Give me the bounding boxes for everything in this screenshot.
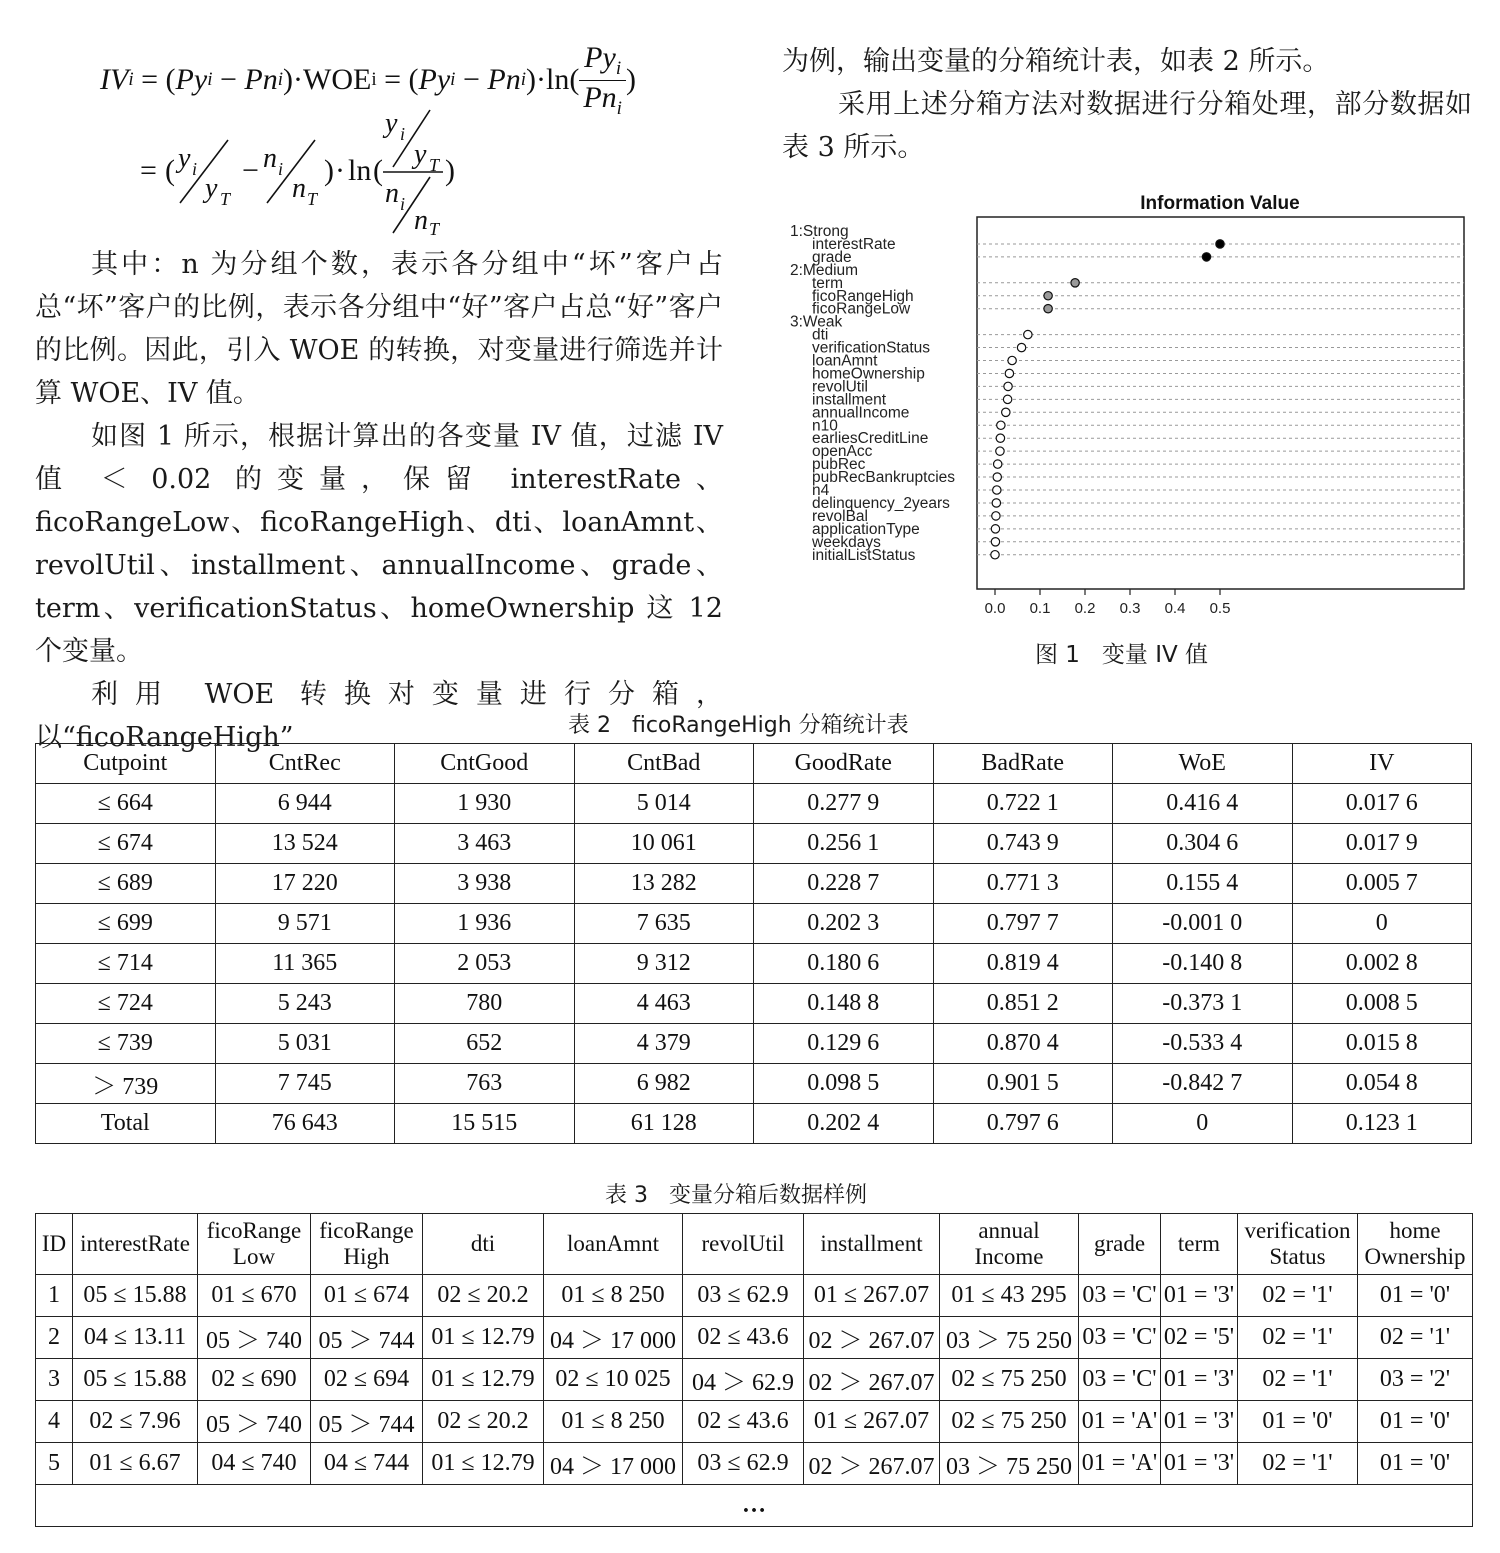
table3-cell: 03 = '2' — [1358, 1359, 1473, 1401]
table3-header-line: home — [1389, 1218, 1441, 1243]
table2-cell: -0.373 1 — [1113, 984, 1293, 1024]
table2-cell: 5 014 — [574, 784, 754, 824]
table3-ellipsis: … — [36, 1485, 1473, 1527]
table2-cell: 0.148 8 — [754, 984, 934, 1024]
table3-caption: 表 3 变量分箱后数据样例 — [605, 1183, 867, 1208]
iv-point — [1024, 330, 1032, 338]
svg-text:·: · — [335, 154, 345, 187]
table2-header-cell: CntRec — [215, 744, 395, 784]
iv-point — [1202, 253, 1210, 261]
table3-cell: 01 ≤ 8 250 — [544, 1275, 683, 1317]
right-column — [782, 40, 1472, 169]
svg-text:n: n — [292, 173, 306, 204]
iv-point — [996, 447, 1004, 455]
table3-cell: 02 ＞ 267.07 — [804, 1443, 940, 1485]
table3-row — [36, 1275, 1473, 1317]
table2-row — [36, 824, 1472, 864]
table2-cell: 4 379 — [574, 1024, 754, 1064]
iv-point — [992, 512, 1000, 520]
table2-header-cell: CntBad — [574, 744, 754, 784]
variable-label: earliesCreditLine — [812, 430, 929, 448]
iv-point — [991, 538, 999, 546]
table3-cell: 01 = '0' — [1358, 1443, 1473, 1485]
variable-label: openAcc — [812, 443, 873, 461]
table3-cell: 05 ＞ 744 — [311, 1317, 423, 1359]
table2-header-cell: Cutpoint — [36, 744, 216, 784]
table2-cell: 0.256 1 — [754, 824, 934, 864]
variable-label: interestRate — [812, 235, 896, 253]
iv-point — [993, 473, 1001, 481]
table3-cell: 02 ≤ 20.2 — [423, 1275, 544, 1317]
table2-header-cell: GoodRate — [754, 744, 934, 784]
table3-cell: 03 ＞ 75 250 — [940, 1317, 1079, 1359]
variable-label: annualIncome — [812, 404, 910, 422]
x-tick-label: 0.3 — [1119, 600, 1141, 617]
table2-cell: 1 930 — [395, 784, 575, 824]
table2-cell: 6 944 — [215, 784, 395, 824]
iv-point — [1071, 279, 1079, 287]
variable-label: dti — [812, 326, 829, 344]
table3-cell: 05 ＞ 740 — [198, 1317, 311, 1359]
left-column — [35, 243, 723, 759]
iv-point — [993, 486, 1001, 494]
chart-title: Information Value — [1140, 193, 1300, 214]
table3-cell: 01 = '3' — [1161, 1359, 1238, 1401]
table2-cell: ＞ 739 — [36, 1064, 216, 1104]
paragraph-iv-filter: 如图 1 所示，根据计算出的各变量 IV 值，过滤 IV 值 ＜ 0.02 的变量，保留 interestRate、ficoRangeLow、ficoRangeHigh、dti、loanAmnt、revolUtil、installment、annualIncome、grade、term、verificationStatus、homeOwnership 这 12 个变量。 — [35, 421, 723, 667]
table3-cell: 01 ≤ 267.07 — [804, 1401, 940, 1443]
table3-header-line: grade — [1093, 1231, 1146, 1256]
table3-cell: 01 ≤ 8 250 — [544, 1401, 683, 1443]
table3-header-line: High — [343, 1244, 390, 1269]
table2-cell: 0.771 3 — [933, 864, 1113, 904]
svg-text:=: = — [140, 154, 157, 187]
svg-text:i: i — [192, 159, 198, 179]
table3-header-cell — [1079, 1214, 1161, 1275]
table2-cell: 9 312 — [574, 944, 754, 984]
table2-cell: 0.015 8 — [1292, 1024, 1472, 1064]
x-tick-label: 0.2 — [1074, 600, 1096, 617]
table2-cell: 7 635 — [574, 904, 754, 944]
variable-label: loanAmnt — [812, 352, 878, 370]
table3-header-line: interestRate — [80, 1231, 190, 1256]
iv-point — [991, 525, 999, 533]
table3-cell: 02 ≤ 75 250 — [940, 1359, 1079, 1401]
table2-cell: 5 243 — [215, 984, 395, 1024]
variable-label: grade — [812, 248, 852, 266]
table3-header-cell — [544, 1214, 683, 1275]
table3-header-line: Income — [974, 1244, 1044, 1269]
table3-cell: 01 ≤ 267.07 — [804, 1275, 940, 1317]
table3-cell: 03 ≤ 62.9 — [683, 1275, 804, 1317]
svg-text:T: T — [429, 219, 440, 235]
group-label: 2:Medium — [790, 261, 859, 279]
iv-point — [1216, 240, 1224, 248]
table2-cell: Total — [36, 1104, 216, 1144]
table2-cell: -0.001 0 — [1113, 904, 1293, 944]
table3-row — [36, 1401, 1473, 1443]
table3-cell: 02 ≤ 43.6 — [683, 1317, 804, 1359]
table3-cell: 01 ≤ 674 — [311, 1275, 423, 1317]
table2-cell: 1 936 — [395, 904, 575, 944]
table3-cell: 02 = '1' — [1238, 1317, 1358, 1359]
table3-cell: 03 ≤ 62.9 — [683, 1443, 804, 1485]
table2-cell: ≤ 689 — [36, 864, 216, 904]
table2-cell: -0.140 8 — [1113, 944, 1293, 984]
table3-header-line: dti — [470, 1231, 496, 1256]
table2-row — [36, 944, 1472, 984]
table2-cell: 15 515 — [395, 1104, 575, 1144]
table2-cell: 0.819 4 — [933, 944, 1113, 984]
paragraph-binning-intro: 利用 WOE 转换对变量进行分箱，以“ficoRangeHigh” — [35, 679, 723, 753]
table2-row — [36, 864, 1472, 904]
table2-row — [36, 784, 1472, 824]
table3-header-cell — [73, 1214, 198, 1275]
table3-header-line: loanAmnt — [567, 1231, 659, 1256]
variable-label: verificationStatus — [812, 339, 931, 357]
table3-cell: 05 ＞ 744 — [311, 1401, 423, 1443]
table3-cell: 02 = '1' — [1238, 1275, 1358, 1317]
table2-cell: 76 643 — [215, 1104, 395, 1144]
table2-header-cell: WoE — [1113, 744, 1293, 784]
variable-label: installment — [812, 391, 887, 409]
table3-cell: 1 — [36, 1275, 73, 1317]
table2-cell: 0 — [1113, 1104, 1293, 1144]
variable-label: ficoRangeLow — [812, 300, 911, 318]
table2-cell: 0.277 9 — [754, 784, 934, 824]
iv-point — [1044, 305, 1052, 313]
table2-cell: 0.180 6 — [754, 944, 934, 984]
table3-header-line: term — [1177, 1231, 1221, 1256]
table3-header-line: Low — [232, 1244, 276, 1269]
table3-cell: 02 ≤ 75 250 — [940, 1401, 1079, 1443]
table3-cell: 02 = '5' — [1161, 1317, 1238, 1359]
variable-label: homeOwnership — [812, 365, 925, 383]
table3-cell: 4 — [36, 1401, 73, 1443]
iv-point — [996, 434, 1004, 442]
table3-cell: 02 ≤ 43.6 — [683, 1401, 804, 1443]
table3-cell: 03 = 'C' — [1079, 1275, 1161, 1317]
table2-cell: -0.533 4 — [1113, 1024, 1293, 1064]
table2-cell: -0.842 7 — [1113, 1064, 1293, 1104]
table3-cell: 01 ≤ 12.79 — [423, 1443, 544, 1485]
table3-header-line: revolUtil — [701, 1231, 785, 1256]
table3-cell: 03 = 'C' — [1079, 1317, 1161, 1359]
iv-point — [991, 551, 999, 559]
iv-formula-line1: IV i = ( P y i − P n i ) · WOE i = ( P y i − P n i ) · ln ( $\frac{Py_i}{Pn_i}$ ) — [100, 40, 636, 119]
table2-cell: 0.870 4 — [933, 1024, 1113, 1064]
table3-cell: 05 ＞ 740 — [198, 1401, 311, 1443]
table3-cell: 04 ＞ 17 000 — [544, 1317, 683, 1359]
table2-cell: 0.228 7 — [754, 864, 934, 904]
table3-header-line: installment — [820, 1231, 923, 1256]
iv-point — [1005, 369, 1013, 377]
variable-label: applicationType — [812, 520, 920, 538]
figure-caption: 图 1 变量 IV 值 — [1035, 642, 1209, 668]
svg-text:−: − — [242, 154, 259, 187]
svg-text:ln: ln — [348, 154, 372, 187]
plot-frame — [977, 217, 1464, 589]
svg-text:n: n — [385, 178, 399, 209]
table2-row — [36, 1104, 1472, 1144]
table3-header-cell — [423, 1214, 544, 1275]
table3-cell: 04 ＞ 62.9 — [683, 1359, 804, 1401]
paragraph-table3-reference: 采用上述分箱方法对数据进行分箱处理，部分数据如表 3 所示。 — [782, 89, 1472, 163]
svg-text:y: y — [178, 143, 191, 174]
iv-point — [994, 460, 1002, 468]
table3-header-line: ID — [41, 1231, 67, 1256]
table3-cell: 2 — [36, 1317, 73, 1359]
table3-row — [36, 1359, 1473, 1401]
table2-cell: 0.304 6 — [1113, 824, 1293, 864]
table2-cell: 3 938 — [395, 864, 575, 904]
svg-text:y: y — [414, 139, 427, 170]
paragraph-woe-explanation: 其中：n 为分组个数，表示各分组中“坏”客户占总“坏”客户的比例，表示各分组中“好”客户占总“好”客户的比例。因此，引入 WOE 的转换，对变量进行筛选并计算 WOE、IV 值。 — [35, 249, 723, 409]
table2-cell: 5 031 — [215, 1024, 395, 1064]
x-tick-label: 0.0 — [984, 600, 1006, 617]
table3-cell: 3 — [36, 1359, 73, 1401]
table2-cell: 0.017 9 — [1292, 824, 1472, 864]
svg-text:i: i — [400, 194, 406, 214]
svg-text:i: i — [278, 159, 284, 179]
table3-cell: 02 ≤ 7.96 — [73, 1401, 198, 1443]
table3-header-line: annual — [978, 1218, 1040, 1243]
table3-header-cell — [1238, 1214, 1358, 1275]
table2-header-cell: BadRate — [933, 744, 1113, 784]
table3-cell: 01 = '0' — [1358, 1275, 1473, 1317]
table3-cell: 04 ≤ 13.11 — [73, 1317, 198, 1359]
iv-point — [1017, 343, 1025, 351]
table3-ellipsis-row — [36, 1485, 1473, 1527]
table3-cell: 04 ≤ 740 — [198, 1443, 311, 1485]
table2-cell: 7 745 — [215, 1064, 395, 1104]
variable-label: pubRec — [812, 456, 866, 474]
svg-text:T: T — [429, 155, 440, 175]
iv-point — [1044, 292, 1052, 300]
table3-header-cell — [1161, 1214, 1238, 1275]
table2-cell: 0.797 6 — [933, 1104, 1113, 1144]
x-tick-label: 0.1 — [1029, 600, 1051, 617]
variable-label: pubRecBankruptcies — [812, 469, 956, 487]
table2-binning-stats — [35, 743, 1472, 1144]
x-tick-label: 0.5 — [1209, 600, 1231, 617]
variable-label: term — [812, 274, 843, 292]
table2-cell: 0.851 2 — [933, 984, 1113, 1024]
table2-cell: 61 128 — [574, 1104, 754, 1144]
table3-cell: 02 ≤ 10 025 — [544, 1359, 683, 1401]
table2-row — [36, 1064, 1472, 1104]
table3-cell: 02 = '1' — [1358, 1317, 1473, 1359]
svg-text:y: y — [205, 173, 218, 204]
table2-cell: 780 — [395, 984, 575, 1024]
table2-cell: 0.743 9 — [933, 824, 1113, 864]
table3-cell: 05 ≤ 15.88 — [73, 1275, 198, 1317]
x-tick-label: 0.4 — [1164, 600, 1186, 617]
variable-label: revolBal — [812, 507, 868, 525]
table3-cell: 01 = 'A' — [1079, 1443, 1161, 1485]
table2-cell: 2 053 — [395, 944, 575, 984]
table3-cell: 05 ≤ 15.88 — [73, 1359, 198, 1401]
svg-text:): ) — [445, 154, 455, 187]
table2-cell: 0.005 7 — [1292, 864, 1472, 904]
iv-point — [1003, 395, 1011, 403]
svg-text:T: T — [220, 189, 231, 209]
table3-cell: 01 ≤ 6.67 — [73, 1443, 198, 1485]
table2-cell: 0.722 1 — [933, 784, 1113, 824]
table2-cell: 0 — [1292, 904, 1472, 944]
group-label: 1:Strong — [790, 223, 849, 240]
table3-cell: 01 = 'A' — [1079, 1401, 1161, 1443]
table3-row — [36, 1443, 1473, 1485]
table3-header-line: Ownership — [1364, 1244, 1466, 1269]
table2-cell: 0.008 5 — [1292, 984, 1472, 1024]
table3-cell: 01 = '0' — [1238, 1401, 1358, 1443]
table2-cell: 11 365 — [215, 944, 395, 984]
variable-label: n4 — [812, 482, 830, 499]
iv-point — [1002, 408, 1010, 416]
table2-row — [36, 984, 1472, 1024]
table2-header-cell: IV — [1292, 744, 1472, 784]
table2-cell: 0.797 7 — [933, 904, 1113, 944]
table2-cell: 0.155 4 — [1113, 864, 1293, 904]
table2-cell: 4 463 — [574, 984, 754, 1024]
svg-text:(: ( — [165, 154, 175, 187]
table2-cell: 0.002 8 — [1292, 944, 1472, 984]
table2-cell: 0.054 8 — [1292, 1064, 1472, 1104]
iv-formula-line2 — [130, 105, 490, 235]
iv-point — [1004, 382, 1012, 390]
table2-cell: 10 061 — [574, 824, 754, 864]
py-over-pn-fraction: $\frac{Py_i}{Pn_i}$ — [579, 41, 626, 120]
table3-cell: 5 — [36, 1443, 73, 1485]
table3-cell: 03 = 'C' — [1079, 1359, 1161, 1401]
table2-caption: 表 2 ficoRangeHigh 分箱统计表 — [568, 713, 909, 738]
table2-cell: 17 220 — [215, 864, 395, 904]
svg-text:(: ( — [373, 154, 383, 187]
table3-header-line: verification — [1244, 1218, 1351, 1243]
table2-cell: 0.123 1 — [1292, 1104, 1472, 1144]
table3-cell: 02 ＞ 267.07 — [804, 1359, 940, 1401]
iv-point — [1008, 356, 1016, 364]
table2-cell: 0.017 6 — [1292, 784, 1472, 824]
table2-cell: ≤ 674 — [36, 824, 216, 864]
table2-cell: 0.129 6 — [754, 1024, 934, 1064]
table3-header-cell — [198, 1214, 311, 1275]
variable-label: initialListStatus — [812, 546, 916, 564]
table3-cell: 04 ＞ 17 000 — [544, 1443, 683, 1485]
table3-cell: 02 ＞ 267.07 — [804, 1317, 940, 1359]
iv-point — [992, 499, 1000, 507]
table2-cell: 9 571 — [215, 904, 395, 944]
table3-binned-sample — [35, 1213, 1473, 1527]
table3-cell: 01 = '3' — [1161, 1401, 1238, 1443]
table2-cell: 3 463 — [395, 824, 575, 864]
variable-label: ficoRangeHigh — [812, 287, 914, 305]
table3-header-cell — [311, 1214, 423, 1275]
table3-header-line: ficoRange — [319, 1218, 414, 1243]
svg-text:y: y — [385, 108, 398, 139]
table2-cell: 0.416 4 — [1113, 784, 1293, 824]
table2-row — [36, 904, 1472, 944]
table3-cell: 01 ≤ 670 — [198, 1275, 311, 1317]
table3-row — [36, 1317, 1473, 1359]
table3-cell: 01 ≤ 43 295 — [940, 1275, 1079, 1317]
svg-text:T: T — [307, 189, 318, 209]
table3-cell: 01 ≤ 12.79 — [423, 1359, 544, 1401]
table3-header-cell — [1358, 1214, 1473, 1275]
table3-cell: 02 ≤ 690 — [198, 1359, 311, 1401]
svg-text:): ) — [324, 154, 334, 187]
table3-cell: 01 = '0' — [1358, 1401, 1473, 1443]
table3-cell: 02 = '1' — [1238, 1443, 1358, 1485]
iv-point — [997, 421, 1005, 429]
group-label: 3:Weak — [790, 313, 843, 331]
table2-cell: 13 524 — [215, 824, 395, 864]
table3-cell: 01 = '3' — [1161, 1275, 1238, 1317]
table2-cell: 0.901 5 — [933, 1064, 1113, 1104]
table2-cell: 0.202 3 — [754, 904, 934, 944]
table3-cell: 01 ≤ 12.79 — [423, 1317, 544, 1359]
table3-header-line: Status — [1269, 1244, 1326, 1269]
variable-label: weekdays — [812, 533, 881, 551]
paragraph-table2-reference: 为例，输出变量的分箱统计表，如表 2 所示。 — [782, 46, 1330, 77]
table2-cell: 0.098 5 — [754, 1064, 934, 1104]
table2-cell: 763 — [395, 1064, 575, 1104]
variable-label: delinquency_2years — [812, 494, 950, 512]
variable-label: n10 — [812, 417, 838, 435]
table2-cell: ≤ 724 — [36, 984, 216, 1024]
table3-cell: 02 ≤ 20.2 — [423, 1401, 544, 1443]
table2-cell: 0.202 4 — [754, 1104, 934, 1144]
table2-row — [36, 1024, 1472, 1064]
table3-cell: 02 ≤ 694 — [311, 1359, 423, 1401]
iv-dot-chart — [780, 185, 1470, 625]
table3-header-cell — [36, 1214, 73, 1275]
table3-cell: 01 = '3' — [1161, 1443, 1238, 1485]
table3-header-cell — [804, 1214, 940, 1275]
svg-text:i: i — [400, 124, 406, 144]
table2-cell: ≤ 714 — [36, 944, 216, 984]
table2-cell: 652 — [395, 1024, 575, 1064]
table3-header-line: ficoRange — [206, 1218, 302, 1243]
svg-text:n: n — [263, 143, 277, 174]
table2-cell: ≤ 664 — [36, 784, 216, 824]
table3-header-cell — [940, 1214, 1079, 1275]
table2-cell: 13 282 — [574, 864, 754, 904]
table3-cell: 03 ＞ 75 250 — [940, 1443, 1079, 1485]
table2-cell: ≤ 739 — [36, 1024, 216, 1064]
table3-header-cell — [683, 1214, 804, 1275]
table3-cell: 02 = '1' — [1238, 1359, 1358, 1401]
svg-text:n: n — [414, 205, 428, 235]
table2-cell: ≤ 699 — [36, 904, 216, 944]
variable-label: revolUtil — [812, 378, 868, 396]
table2-cell: 6 982 — [574, 1064, 754, 1104]
table2-header-cell: CntGood — [395, 744, 575, 784]
table3-cell: 04 ≤ 744 — [311, 1443, 423, 1485]
